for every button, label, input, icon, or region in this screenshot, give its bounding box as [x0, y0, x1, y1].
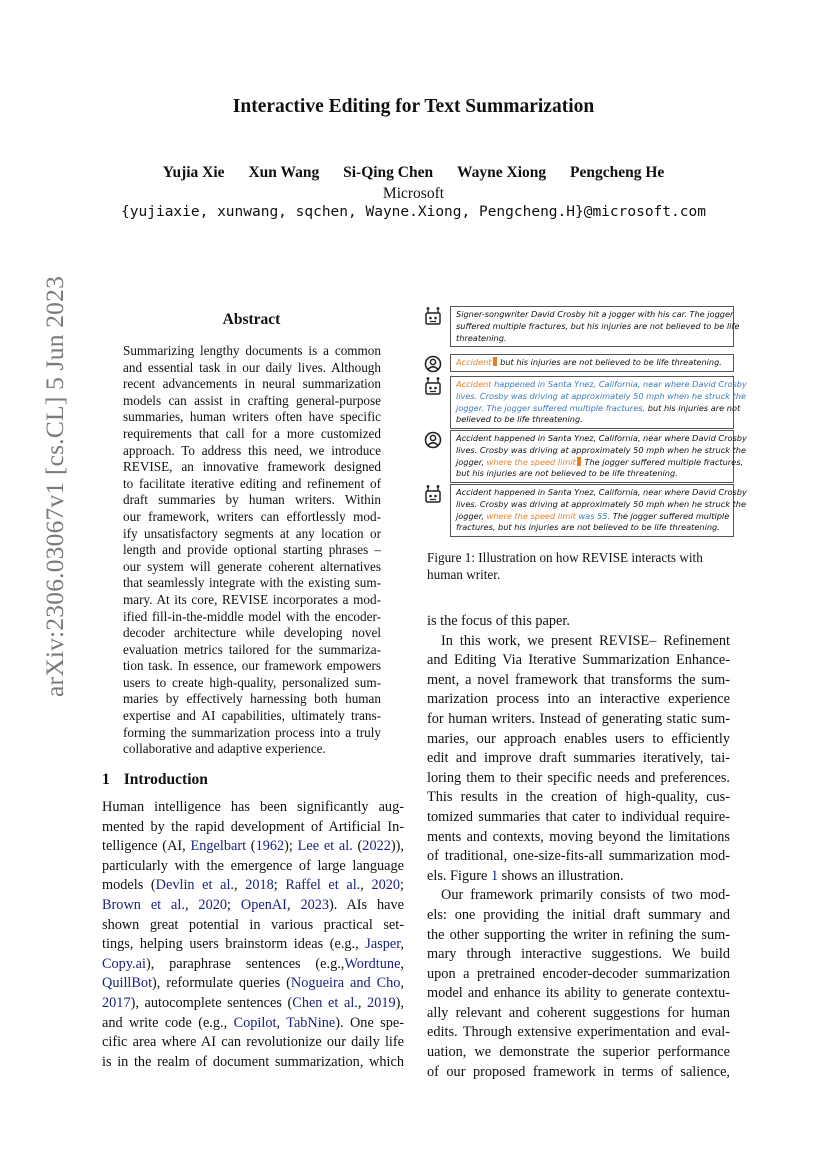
intro-left-column: [102, 798, 404, 1072]
text-line: telligence (AI, Engelbart (1962); Lee et al. (2022)),: [102, 838, 404, 855]
text-line: Brown et al., 2020; OpenAI, 2023). AIs have: [102, 896, 405, 913]
citation-link[interactable]: QuillBot: [102, 975, 153, 992]
text-line: requirements that call for a more customized: [123, 425, 381, 441]
user-edit-box: Accident happened in Santa Ynez, California, near where David Crosby lives. Crosby was driving at approximately 50 mph when he struck the jogger, where the speed limit The jogger suffered multiple fractures, but his injuries are not believed to be life threatening.: [450, 430, 734, 483]
text-line: is in the realm of document summarization, which: [102, 1053, 404, 1070]
text-line: uation, we demonstrate the superior performance: [427, 1044, 730, 1061]
text-line: shown great potential in various practical set-: [102, 916, 404, 933]
section-heading: [102, 771, 208, 789]
author-name: Xun Wang: [248, 164, 320, 181]
text-line: ally relevant and coherent suggestions for human: [427, 1004, 730, 1021]
text-line: summaries, human writers often have specific: [123, 409, 381, 425]
text-line: ment, a novel framework that transforms the sum-: [427, 671, 730, 688]
abstract-heading: Abstract: [222, 311, 281, 328]
text-line: Figure 1: Illustration on how REVISE interacts with: [427, 550, 703, 565]
text-line: tomized summaries that cater to individual require-: [427, 808, 730, 825]
text-line: els: one providing the initial draft summary and: [427, 906, 730, 923]
citation-link[interactable]: TabNine: [286, 1014, 336, 1031]
citation-link[interactable]: Raffel et al.: [285, 877, 361, 894]
text-line: marization process into an interactive experience: [427, 691, 730, 708]
text-line: approach. To address this need, we introduce: [123, 442, 381, 458]
figure-ref-link[interactable]: 1: [490, 867, 499, 884]
text-line: length and provide optional starting phrases –: [123, 542, 381, 558]
figure-1: [424, 306, 747, 538]
author-emails: {yujiaxie, xunwang, sqchen, Wayne.Xiong, Pengcheng.H}@microsoft.com: [121, 204, 706, 220]
text-line: ify unsatisfactory segments at any location or: [123, 525, 381, 541]
author-name: Pengcheng He: [570, 164, 665, 181]
text-line: that seamlessly integrate with the existing sum-: [123, 575, 381, 591]
author-name: Yujia Xie: [162, 164, 225, 181]
model-suggestion-box: Accident happened in Santa Ynez, California, near where David Crosby lives. Crosby was driving at approximately 50 mph when he struck the jogger. The jogger suffered multiple fractures, but his injuries are not believed to be life threatening.: [450, 376, 734, 429]
text-line: loring them to their specific needs and preferences.: [427, 769, 730, 786]
text-line: draft summaries by human writers. Within: [123, 492, 381, 508]
text-line: evaluation metrics tailored for the summariza-: [123, 641, 381, 657]
text-line: In this work, we present REVISE– Refinement: [441, 632, 730, 649]
citation-link[interactable]: Chen et al.: [292, 994, 358, 1011]
citation-link[interactable]: Devlin et al.: [155, 877, 234, 894]
text-line: of our proposed framework in terms of salience,: [427, 1063, 730, 1080]
figure-caption: [427, 549, 731, 583]
text-line: decoder architecture while developing novel: [123, 625, 381, 641]
section-number: 1: [102, 771, 110, 788]
text-line: edit and improve draft summaries iteratively, tai-: [427, 750, 730, 767]
draft-summary-box: Signer-songwriter David Crosby hit a jogger with his car. The jogger suffered multiple fractures, but his injuries are not believed to be life threatening.: [450, 306, 734, 347]
insertion-cursor: [493, 357, 497, 366]
citation-link[interactable]: 1962: [255, 838, 285, 855]
text-line: of traditional, one-size-fits-all summarization mod-: [427, 848, 730, 865]
text-line: upon a pretrained encoder-decoder summarization: [427, 965, 730, 982]
text-line: REVISE, an innovative framework designed: [123, 459, 381, 475]
user-edit-box: Accident but his injuries are not believed to be life threatening.: [450, 354, 734, 372]
citation-link[interactable]: Engelbart: [190, 838, 247, 855]
person-icon: [424, 430, 442, 450]
text-line: Human intelligence has been significantly aug-: [102, 799, 404, 815]
text-line: 2017), autocomplete sentences (Chen et al., 2019),: [102, 994, 404, 1011]
text-line: particularly with the emergence of large language: [102, 857, 404, 874]
text-line: mented by the rapid development of Artificial In-: [102, 818, 404, 835]
text-line: and essential task in our daily lives. Although: [123, 359, 381, 375]
text-line: models (Devlin et al., 2018; Raffel et al., 2020;: [102, 877, 405, 894]
text-line: model and enhance its ability to generate contextu-: [427, 985, 730, 1002]
text-line: Summarizing lengthy documents is a common: [123, 343, 381, 358]
text-line: mary. At its core, REVISE incorporates a mod-: [123, 591, 381, 607]
robot-icon: [424, 484, 442, 504]
text-line: mary through interactive suggestions. We build: [427, 946, 730, 963]
text-line: to facilitate iterative editing and refinement of: [123, 475, 381, 491]
robot-icon: [424, 376, 442, 396]
author-name: Si-Qing Chen: [343, 164, 434, 181]
text-line: tings, helping users brainstorm ideas (e.g., Jasper,: [102, 936, 404, 953]
arxiv-stamp: arXiv:2306.03067v1 [cs.CL] 5 Jun 2023: [40, 275, 69, 697]
text-line: Copy.ai), paraphrase sentences (e.g.,Wordtune,: [102, 955, 404, 972]
text-line: models can assist in crafting general-purpose: [123, 392, 381, 408]
citation-link[interactable]: Nogueira and Cho: [290, 975, 401, 992]
text-line: collaborative and adaptive experience.: [123, 741, 326, 757]
citation-link[interactable]: OpenAI: [240, 896, 287, 913]
citation-link[interactable]: 2020: [371, 877, 401, 894]
section-title: Introduction: [123, 771, 208, 788]
citation-link[interactable]: Jasper: [365, 936, 401, 953]
text-line: cific area where AI can revolutionize our daily life: [102, 1034, 404, 1051]
citation-link[interactable]: 2023: [300, 896, 330, 913]
text-line: maries, our approach enables users to efficiently: [427, 730, 730, 747]
affiliation: Microsoft: [382, 185, 445, 202]
abstract-body: [123, 343, 381, 758]
model-suggestion-box: Accident happened in Santa Ynez, California, near where David Crosby lives. Crosby was driving at approximately 50 mph when he struck the jogger, where the speed limit was 55. The jogger suffered multiple fractures, but his injuries are not believed to be life threatening.: [450, 484, 734, 537]
robot-icon: [424, 306, 442, 326]
citation-link[interactable]: Brown et al.: [102, 896, 185, 913]
citation-link[interactable]: Copy.ai: [102, 955, 146, 972]
text-line: is the focus of this paper.: [427, 613, 570, 629]
text-line: expertise and AI capabilities, ultimately trans-: [123, 708, 381, 724]
intro-right-column: [427, 612, 730, 1082]
text-line: QuillBot), reformulate queries (Nogueira and Cho,: [102, 975, 404, 992]
citation-link[interactable]: 2022: [362, 838, 391, 855]
author-list: [0, 164, 827, 182]
text-line: Our framework primarily consists of two mod-: [441, 887, 730, 904]
text-line: and Editing Via Iterative Summarization Enhance-: [427, 652, 730, 669]
text-line: the other supporting the writer in refining the sum-: [427, 926, 730, 943]
text-line: edits. Through extensive experimentation and eval-: [427, 1024, 730, 1041]
text-line: maries by effectively harnessing both human: [123, 691, 381, 707]
text-line: ified fill-in-the-middle model with the encoder-: [123, 608, 381, 624]
text-line: our framework, writers can effortlessly mod-: [123, 508, 381, 524]
citation-link[interactable]: 2018: [245, 877, 274, 894]
text-line: This results in the creation of high-quality, cus-: [427, 789, 730, 806]
text-line: tion task. In essence, our framework empowers: [123, 658, 381, 674]
text-line: recent advancements in neural summarization: [123, 376, 381, 392]
text-line: users to create high-quality, personalized sum-: [123, 674, 381, 690]
person-icon: [424, 354, 442, 374]
citation-link[interactable]: 2020: [198, 896, 228, 913]
insertion-cursor: [577, 457, 581, 466]
citation-link[interactable]: Copilot: [233, 1014, 277, 1031]
citation-link[interactable]: 2017: [102, 994, 131, 1011]
citation-link[interactable]: Lee et al.: [297, 838, 353, 855]
text-line: for human writers. Instead of generating static sum-: [427, 710, 730, 727]
citation-link[interactable]: 2019: [367, 994, 396, 1011]
text-line: els. Figure 1 shows an illustration.: [427, 867, 624, 884]
text-line: our system will generate coherent alternatives: [123, 558, 381, 574]
author-name: Wayne Xiong: [457, 164, 547, 181]
text-line: human writer.: [427, 567, 501, 582]
paper-title: Interactive Editing for Text Summarization: [232, 96, 595, 117]
text-line: forming the summarization process into a truly: [123, 724, 381, 740]
text-line: ments and contexts, moving beyond the limitations: [427, 828, 730, 845]
citation-link[interactable]: Wordtune: [344, 955, 401, 972]
text-line: and write code (e.g., Copilot, TabNine). One spe-: [102, 1014, 405, 1031]
